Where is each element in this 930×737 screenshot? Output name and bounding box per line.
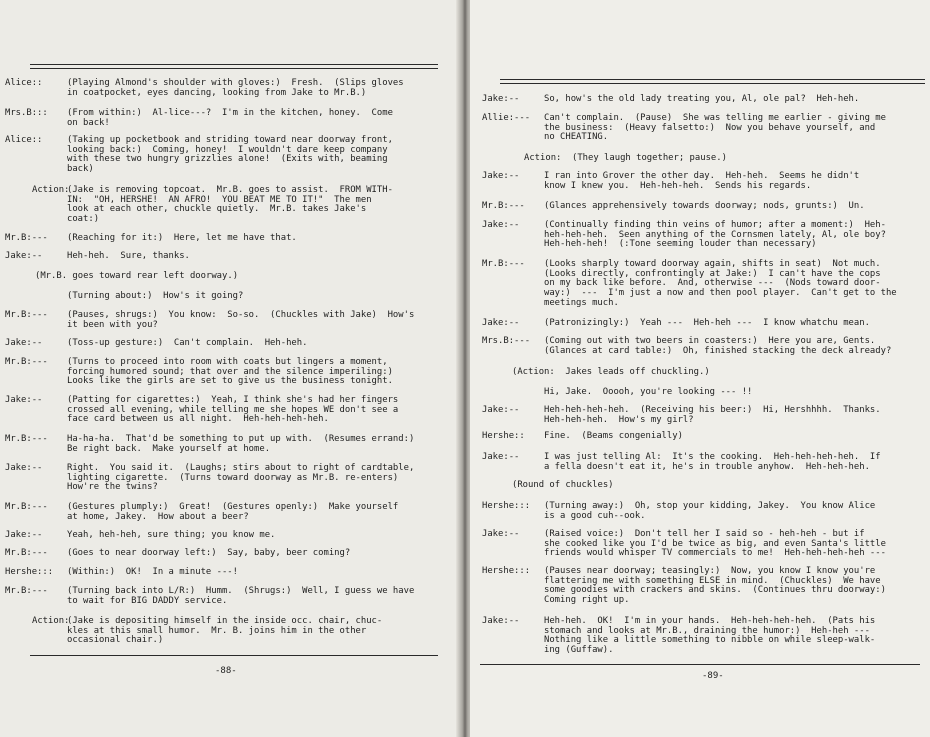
speaker-label: Action: bbox=[32, 185, 70, 195]
dialogue-text: (Turning about:) How's it going? bbox=[67, 291, 244, 301]
speaker-label: Jake:-- bbox=[482, 616, 520, 626]
speaker-label: Mr.B:--- bbox=[5, 357, 48, 367]
dialogue-text: Ha-ha-ha. That'd be something to put up with. (Resumes errand:) Be right back. Make yourself at home. bbox=[67, 434, 415, 454]
speaker-label: Hershe::: bbox=[5, 567, 54, 577]
speaker-label: Mrs.B:--- bbox=[482, 336, 531, 346]
left-page bbox=[0, 0, 460, 737]
speaker-label: Hershe::: bbox=[482, 501, 531, 511]
speaker-label: Mr.B:--- bbox=[5, 434, 48, 444]
dialogue-text: (Raised voice:) Don't tell her I said so - heh-heh - but if she cooked like you I'd be twice as big, and even Santa's little friends would whisper TV commercials to me! Heh-heh-heh-heh --- bbox=[544, 529, 886, 559]
dialogue-text: (Toss-up gesture:) Can't complain. Heh-heh. bbox=[67, 338, 308, 348]
dialogue-text: (Patting for cigarettes:) Yeah, I think she's had her fingers crossed all evening, while telling me she hopes WE don't see a face card between us all night. Heh-heh-heh-heh. bbox=[67, 395, 399, 425]
dialogue-text: (Action: Jakes leads off chuckling.) bbox=[512, 367, 710, 377]
dialogue-text: (From within:) Al-lice---? I'm in the kitchen, honey. Come on back! bbox=[67, 108, 393, 128]
speaker-label: Allie:--- bbox=[482, 113, 531, 123]
dialogue-text: (Patronizingly:) Yeah --- Heh-heh --- I know whatchu mean. bbox=[544, 318, 870, 328]
dialogue-text: (Coming out with two beers in coasters:) Here you are, Gents. (Glances at card table:) Oh, finished stacking the deck already? bbox=[544, 336, 892, 356]
speaker-label: Mr.B:--- bbox=[5, 233, 48, 243]
dialogue-text: (Turns to proceed into room with coats but lingers a moment, forcing humored sound; that over and the silence imperiling:) Looks like the girls are set to give us the business tonight. bbox=[67, 357, 393, 387]
dialogue-text: Heh-heh. OK! I'm in your hands. Heh-heh-heh-heh. (Pats his stomach and looks at Mr.B., draining the humor:) Heh-heh --- Nothing like a little something to nibble on while sleep-walk- ing (Guffaw). bbox=[544, 616, 876, 656]
dialogue-text: (Reaching for it:) Here, let me have that. bbox=[67, 233, 297, 243]
dialogue-text: (Round of chuckles) bbox=[512, 480, 614, 490]
speaker-label: Action: bbox=[32, 616, 70, 626]
speaker-label: Alice:: bbox=[5, 78, 43, 88]
speaker-label: Mrs.B::: bbox=[5, 108, 48, 118]
dialogue-text: (Playing Almond's shoulder with gloves:) Fresh. (Slips gloves in coatpocket, eyes dancing, looking from Jake to Mr.B.) bbox=[67, 78, 404, 98]
dialogue-text: (Continually finding thin veins of humor; after a moment:) Heh- heh-heh-heh. Seen anything of the Cornsmen lately, Al, ole boy? Heh-heh-heh! (:Tone seeming louder than necessary) bbox=[544, 220, 886, 250]
dialogue-text: (Goes to near doorway left:) Say, baby, beer coming? bbox=[67, 548, 351, 558]
dialogue-text: (Mr.B. goes toward rear left doorway.) bbox=[35, 271, 239, 281]
dialogue-text: Right. You said it. (Laughs; stirs about to right of cardtable, lighting cigarette. (Turns toward doorway as Mr.B. re-enters) How're the twins? bbox=[67, 463, 415, 493]
speaker-label: Jake:-- bbox=[482, 318, 520, 328]
dialogue-text: (Gestures plumply:) Great! (Gestures openly:) Make yourself at home, Jakey. How about a beer? bbox=[67, 502, 399, 522]
speaker-label: Jake:-- bbox=[5, 395, 43, 405]
speaker-label: Jake:-- bbox=[482, 94, 520, 104]
page-number: -88- bbox=[215, 666, 237, 676]
speaker-label: Jake:-- bbox=[482, 452, 520, 462]
dialogue-text: (Glances apprehensively towards doorway; nods, grunts:) Un. bbox=[544, 201, 865, 211]
dialogue-text: I was just telling Al: It's the cooking. Heh-heh-heh-heh. If a fella doesn't eat it, he's in trouble anyhow. Heh-heh-heh. bbox=[544, 452, 881, 472]
dialogue-text: Heh-heh. Sure, thanks. bbox=[67, 251, 190, 261]
dialogue-text: Fine. (Beams congenially) bbox=[544, 431, 683, 441]
speaker-label: Jake:-- bbox=[5, 530, 43, 540]
dialogue-text: Heh-heh-heh-heh. (Receiving his beer:) Hi, Hershhhh. Thanks. Heh-heh-heh. How's my girl? bbox=[544, 405, 881, 425]
dialogue-text: I ran into Grover the other day. Heh-heh. Seems he didn't know I knew you. Heh-heh-heh. Sends his regards. bbox=[544, 171, 860, 191]
top-rule-thin bbox=[30, 68, 438, 69]
page-number: -89- bbox=[702, 671, 724, 681]
dialogue-text: (Taking up pocketbook and striding toward near doorway front, looking back:) Coming, honey! I wouldn't dare keep company with these two hungry grizzlies alone! (Exits with, beaming back) bbox=[67, 135, 393, 175]
speaker-label: Jake:-- bbox=[5, 251, 43, 261]
speaker-label: Alice:: bbox=[5, 135, 43, 145]
speaker-label: Hershe:: bbox=[482, 431, 525, 441]
speaker-label: Jake:-- bbox=[482, 529, 520, 539]
speaker-label: Jake:-- bbox=[482, 220, 520, 230]
dialogue-text: (They laugh together; pause.) bbox=[572, 153, 727, 163]
speaker-label: Mr.B:--- bbox=[5, 586, 48, 596]
dialogue-text: (Pauses, shrugs:) You know: So-so. (Chuckles with Jake) How's it been with you? bbox=[67, 310, 415, 330]
dialogue-text: Can't complain. (Pause) She was telling me earlier - giving me the business: (Heavy falsetto:) Now you behave yourself, and no CHEATING. bbox=[544, 113, 886, 143]
dialogue-text: (Pauses near doorway; teasingly:) Now, you know I know you're flattering me with something ELSE in mind. (Chuckles) We have some goodies with crackers and skins. (Continues thru doorway:) Coming right up. bbox=[544, 566, 886, 606]
speaker-label: Mr.B:--- bbox=[5, 502, 48, 512]
right-page bbox=[470, 0, 930, 737]
dialogue-text: (Jake is depositing himself in the inside occ. chair, chuc- kles at this small humor. Mr. B. joins him in the other occasional chair.) bbox=[67, 616, 383, 646]
dialogue-text: (Turning back into L/R:) Humm. (Shrugs:) Well, I guess we have to wait for BIG DADDY service. bbox=[67, 586, 415, 606]
top-rule bbox=[30, 64, 438, 65]
speaker-label: Jake:-- bbox=[5, 338, 43, 348]
speaker-label: Mr.B:--- bbox=[482, 201, 525, 211]
dialogue-text: (Jake is removing topcoat. Mr.B. goes to assist. FROM WITH- IN: "OH, HERSHE! AN AFRO! YOU BEAT ME TO IT!" The men look at each other, chuckle quietly. Mr.B. takes Jake's coat:) bbox=[67, 185, 393, 225]
dialogue-text: (Looks sharply toward doorway again, shifts in seat) Not much. (Looks directly, confrontingly at Jake:) I can't have the cops on my back like before. And, otherwise --- (Nods toward door- way:) --- I'm just a now and then pool player. Can't get to the meetings much. bbox=[544, 259, 897, 308]
dialogue-text: (Within:) OK! In a minute ---! bbox=[67, 567, 238, 577]
speaker-label: Mr.B:--- bbox=[482, 259, 525, 269]
bottom-rule bbox=[480, 664, 920, 665]
speaker-label: Mr.B:--- bbox=[5, 548, 48, 558]
speaker-label: Jake:-- bbox=[482, 171, 520, 181]
dialogue-text: So, how's the old lady treating you, Al, ole pal? Heh-heh. bbox=[544, 94, 860, 104]
dialogue-text: (Turning away:) Oh, stop your kidding, Jakey. You know Alice is a good cuh--ook. bbox=[544, 501, 876, 521]
dialogue-text: Hi, Jake. Ooooh, you're looking --- !! bbox=[544, 387, 753, 397]
top-rule bbox=[500, 79, 925, 80]
speaker-label: Jake:-- bbox=[5, 463, 43, 473]
bottom-rule bbox=[30, 655, 438, 656]
speaker-label: Hershe::: bbox=[482, 566, 531, 576]
speaker-label: Action: bbox=[524, 153, 562, 163]
dialogue-text: Yeah, heh-heh, sure thing; you know me. bbox=[67, 530, 276, 540]
top-rule-thin bbox=[500, 83, 925, 84]
speaker-label: Mr.B:--- bbox=[5, 310, 48, 320]
speaker-label: Jake:-- bbox=[482, 405, 520, 415]
